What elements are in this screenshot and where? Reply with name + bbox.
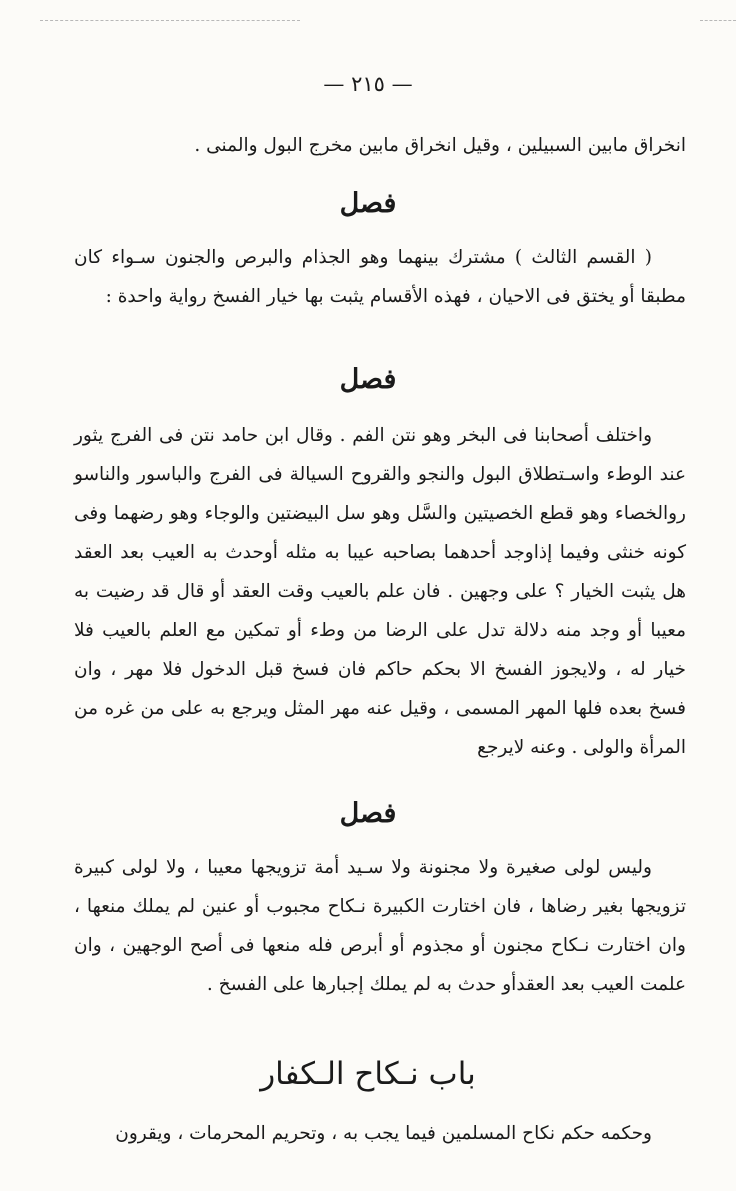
intro-paragraph — [74, 126, 686, 165]
section-heading: فصل — [339, 188, 397, 219]
chapter-opening — [74, 1114, 686, 1153]
section-2-text: واختلف أصحابنا فى البخر وهو نتن الفم . وقال ابن حامد نتن فى الفرج يثور عند الوطء واسـتطلاق البول والنجو والقروح السيالة فى الفرج والباسور والناسو روالخصاء وهو قطع الخصيتين والسَّل وهو سل البيضتين والوجاء وهو رضهما وفى كونه خنثى وفيما إذاوجد أحدهما بصاحبه عيبا به مثله أوحدث به العيب بعد العقد هل يثبت الخيار ؟ على وجهين . فان علم بالعيب وقت العقد أو قال قد رضيت به معيبا أو وجد منه دلالة تدل على الرضا من وطء أو تمكين مع العلم بالعيب فلا خيار له ، ولايجوز الفسخ الا بحكم حاكم فان فسخ قبل الدخول فلا مهر ، وان فسخ بعده فلها المهر المسمى ، وقيل عنه مهر المثل ويرجع به على من غره من المرأة والولى . وعنه لايرجع — [74, 425, 686, 758]
section-1-text: ( القسم الثالث ) مشترك بينهما وهو الجذام والبرص والجنون سـواء كان مطبقا أو يختق فى الاحيان ، فهذه الأقسام يثبت بها خيار الفسخ رواية واحدة : — [74, 247, 686, 307]
page-number: — ٢١٥ — — [323, 72, 413, 96]
scan-edge-mark — [700, 20, 736, 21]
section-heading: فصل — [339, 798, 397, 829]
intro-line: انخراق مابين السبيلين ، وقيل انخراق مابين مخرج البول والمنى . — [194, 135, 686, 156]
section-paragraph — [74, 238, 686, 316]
chapter-opening-text: وحكمه حكم نكاح المسلمين فيما يجب به ، وتحريم المحرمات ، ويقرون — [115, 1123, 652, 1144]
section-3-text: وليس لولى صغيرة ولا مجنونة ولا سـيد أمة تزويجها معيبا ، ولا لولى كبيرة تزويجها بغير رضاها ، فان اختارت الكبيرة نـكاح مجبوب أو عنين لم يملك منعها ، وان اختارت نـكاح مجنون أو مجذوم أو أبرص فله منعها فى أصح الوجهين ، وان علمت العيب بعد العقدأو حدث به لم يملك إجبارها على الفسخ . — [74, 857, 686, 995]
chapter-heading: باب نـكاح الـكفار — [260, 1056, 476, 1092]
scan-edge-mark — [40, 20, 300, 21]
section-paragraph — [74, 848, 686, 1004]
section-paragraph — [74, 416, 686, 767]
section-heading: فصل — [339, 364, 397, 395]
